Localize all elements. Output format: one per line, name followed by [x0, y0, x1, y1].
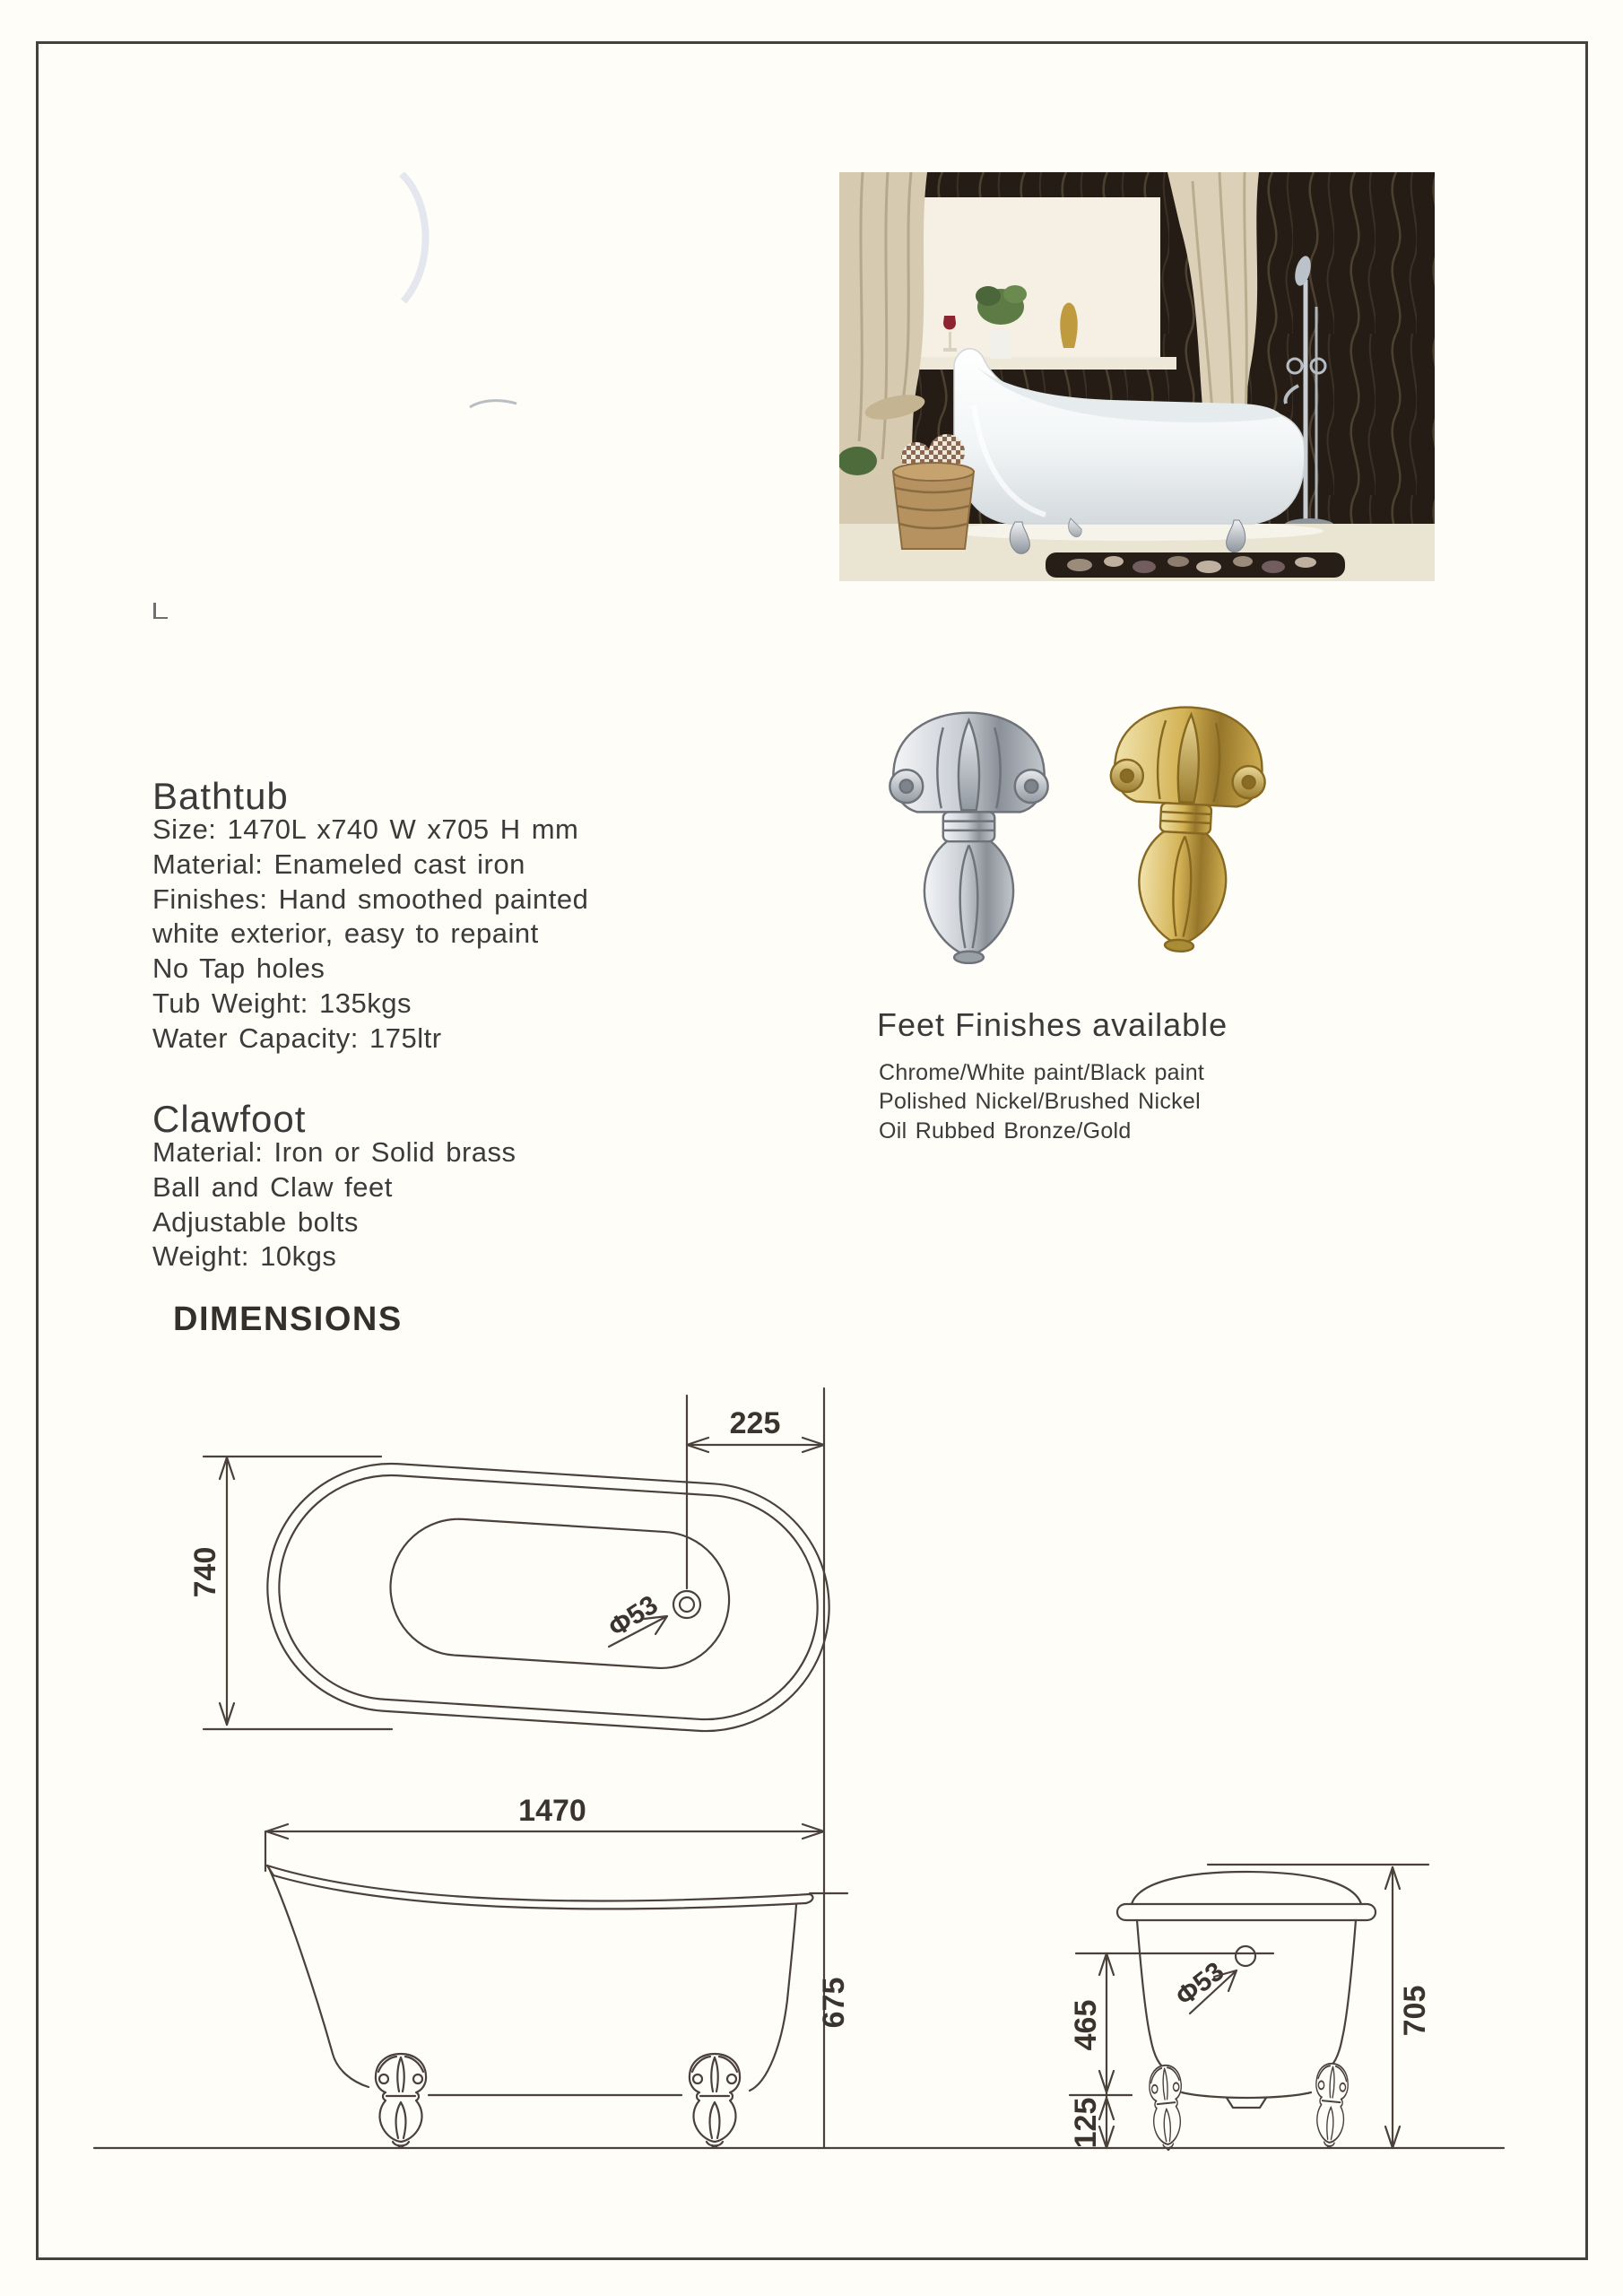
dim-465-label: 465: [1069, 1999, 1103, 2051]
chrome-clawfoot-image: [877, 704, 1061, 964]
side-rim-bottom: [273, 1875, 806, 1909]
spec-line: Finishes: Hand smoothed painted: [152, 883, 589, 915]
spec-line: Material: Iron or Solid brass: [152, 1136, 516, 1168]
photo-gold-ornament: [1060, 303, 1078, 349]
dim-675-label: 675: [817, 1977, 851, 2029]
side-view-drawing: [267, 1866, 851, 2148]
dimensions-heading: DIMENSIONS: [173, 1300, 403, 1338]
top-view-basin: [386, 1515, 733, 1672]
clawfoot-spec-list: [152, 1135, 516, 1274]
end-view-drawing: [1069, 1865, 1432, 2152]
spec-line: Size: 1470L x740 W x705 H mm: [152, 813, 579, 845]
dim-125-label: 125: [1069, 2097, 1103, 2149]
dim-740-extension-lines: [204, 1457, 392, 1729]
gold-clawfoot-image: [1096, 698, 1275, 953]
end-left-foot: [1149, 2064, 1185, 2152]
top-view-drain-inner: [680, 1597, 694, 1612]
photo-window: [886, 197, 1160, 361]
top-view-drain: [673, 1591, 700, 1618]
spec-line: Tub Weight: 135kgs: [152, 987, 412, 1019]
finish-line: Polished Nickel/Brushed Nickel: [879, 1089, 1201, 1115]
dimension-drawings: [72, 1372, 1524, 2170]
end-drain: [1236, 1946, 1255, 1966]
end-right-edge: [1331, 1920, 1356, 2066]
bathtub-heading: Bathtub: [152, 775, 289, 817]
photo-rug: [1046, 552, 1345, 578]
dim-phi53-top-label: Φ53: [603, 1589, 664, 1644]
finish-line: Oil Rubbed Bronze/Gold: [879, 1118, 1132, 1144]
dim-740-label: 740: [188, 1546, 222, 1598]
watermark-corner-mark: [153, 603, 168, 619]
end-bottom-edge: [1182, 2092, 1311, 2098]
spec-line: white exterior, easy to repaint: [152, 918, 539, 950]
clawfoot-heading: Clawfoot: [152, 1098, 307, 1140]
dim-1470-label: 1470: [518, 1794, 586, 1828]
watermark-swoosh: [468, 397, 518, 410]
dim-705-label: 705: [1398, 1985, 1432, 2037]
spec-line: Weight: 10kgs: [152, 1240, 337, 1273]
watermark-crescent: [395, 170, 457, 305]
finish-line: Chrome/White paint/Black paint: [879, 1060, 1205, 1085]
spec-line: No Tap holes: [152, 952, 325, 985]
bathtub-photo: [839, 172, 1435, 581]
side-back-edge: [269, 1868, 369, 2087]
side-left-foot: [376, 2054, 426, 2148]
side-right-foot: [690, 2054, 740, 2148]
end-right-foot: [1313, 2062, 1349, 2150]
end-left-edge: [1137, 1920, 1162, 2066]
dim-225-label: 225: [729, 1406, 781, 1440]
top-view-inner-rim: [273, 1468, 825, 1726]
spec-line: Adjustable bolts: [152, 1205, 359, 1238]
end-waste-outlet: [1227, 2098, 1266, 2108]
side-front-edge: [750, 1905, 796, 2091]
spec-line: Material: Enameled cast iron: [152, 848, 525, 880]
feet-finishes-list: [879, 1058, 1204, 1145]
dim-phi53-end-label: Φ53: [1170, 1956, 1230, 2013]
spec-line: Water Capacity: 175ltr: [152, 1022, 442, 1054]
bathtub-spec-list: [152, 813, 588, 1057]
top-view-drawing: [188, 1388, 837, 2148]
top-view-outer-rim: [260, 1457, 837, 1739]
feet-finishes-heading: Feet Finishes available: [877, 1006, 1228, 1043]
end-rim-dome: [1132, 1872, 1361, 1904]
end-rim-band: [1117, 1904, 1376, 1920]
spec-line: Ball and Claw feet: [152, 1170, 393, 1203]
side-rim-top: [267, 1866, 810, 1900]
